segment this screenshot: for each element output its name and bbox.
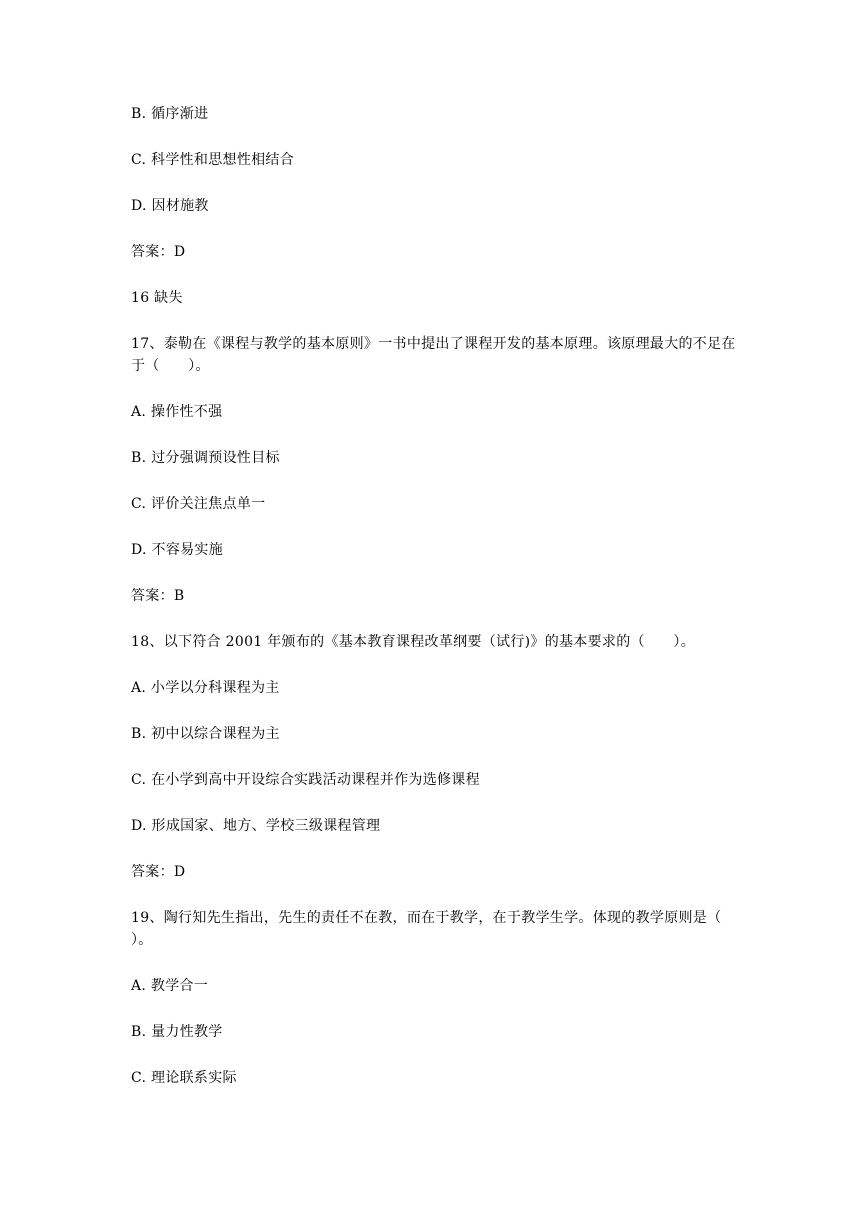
option-15-b: B. 循序渐进 bbox=[131, 106, 209, 122]
question-18: 18、以下符合 2001 年颁布的《基本教育课程改革纲要（试行)》的基本要求的（ ）。 bbox=[131, 634, 696, 650]
option-18-a: A. 小学以分科课程为主 bbox=[131, 680, 280, 696]
answer-15: 答案：D bbox=[131, 244, 186, 260]
option-19-a: A. 教学合一 bbox=[131, 978, 209, 994]
option-17-b: B. 过分强调预设性目标 bbox=[131, 450, 280, 466]
option-19-b: B. 量力性教学 bbox=[131, 1024, 223, 1040]
option-18-c: C. 在小学到高中开设综合实践活动课程并作为选修课程 bbox=[131, 772, 480, 788]
option-18-b: B. 初中以综合课程为主 bbox=[131, 726, 280, 742]
option-19-c: C. 理论联系实际 bbox=[131, 1070, 237, 1086]
option-15-c: C. 科学性和思想性相结合 bbox=[131, 152, 295, 168]
option-17-c: C. 评价关注焦点单一 bbox=[131, 496, 266, 512]
question-19: 19、陶行知先生指出，先生的责任不在教，而在于教学，在于教学生学。体现的教学原则是（ ）。 bbox=[131, 910, 751, 948]
document-content bbox=[131, 103, 751, 1113]
answer-17: 答案：B bbox=[131, 588, 185, 604]
question-17: 17、泰勒在《课程与教学的基本原则》一书中提出了课程开发的基本原理。该原理最大的不足在于（ ）。 bbox=[131, 336, 736, 374]
option-15-d: D. 因材施教 bbox=[131, 198, 209, 214]
option-17-a: A. 操作性不强 bbox=[131, 404, 223, 420]
option-18-d: D. 形成国家、地方、学校三级课程管理 bbox=[131, 818, 381, 834]
option-17-d: D. 不容易实施 bbox=[131, 542, 224, 558]
answer-18: 答案：D bbox=[131, 864, 186, 880]
missing-note-16: 16 缺失 bbox=[131, 290, 183, 306]
